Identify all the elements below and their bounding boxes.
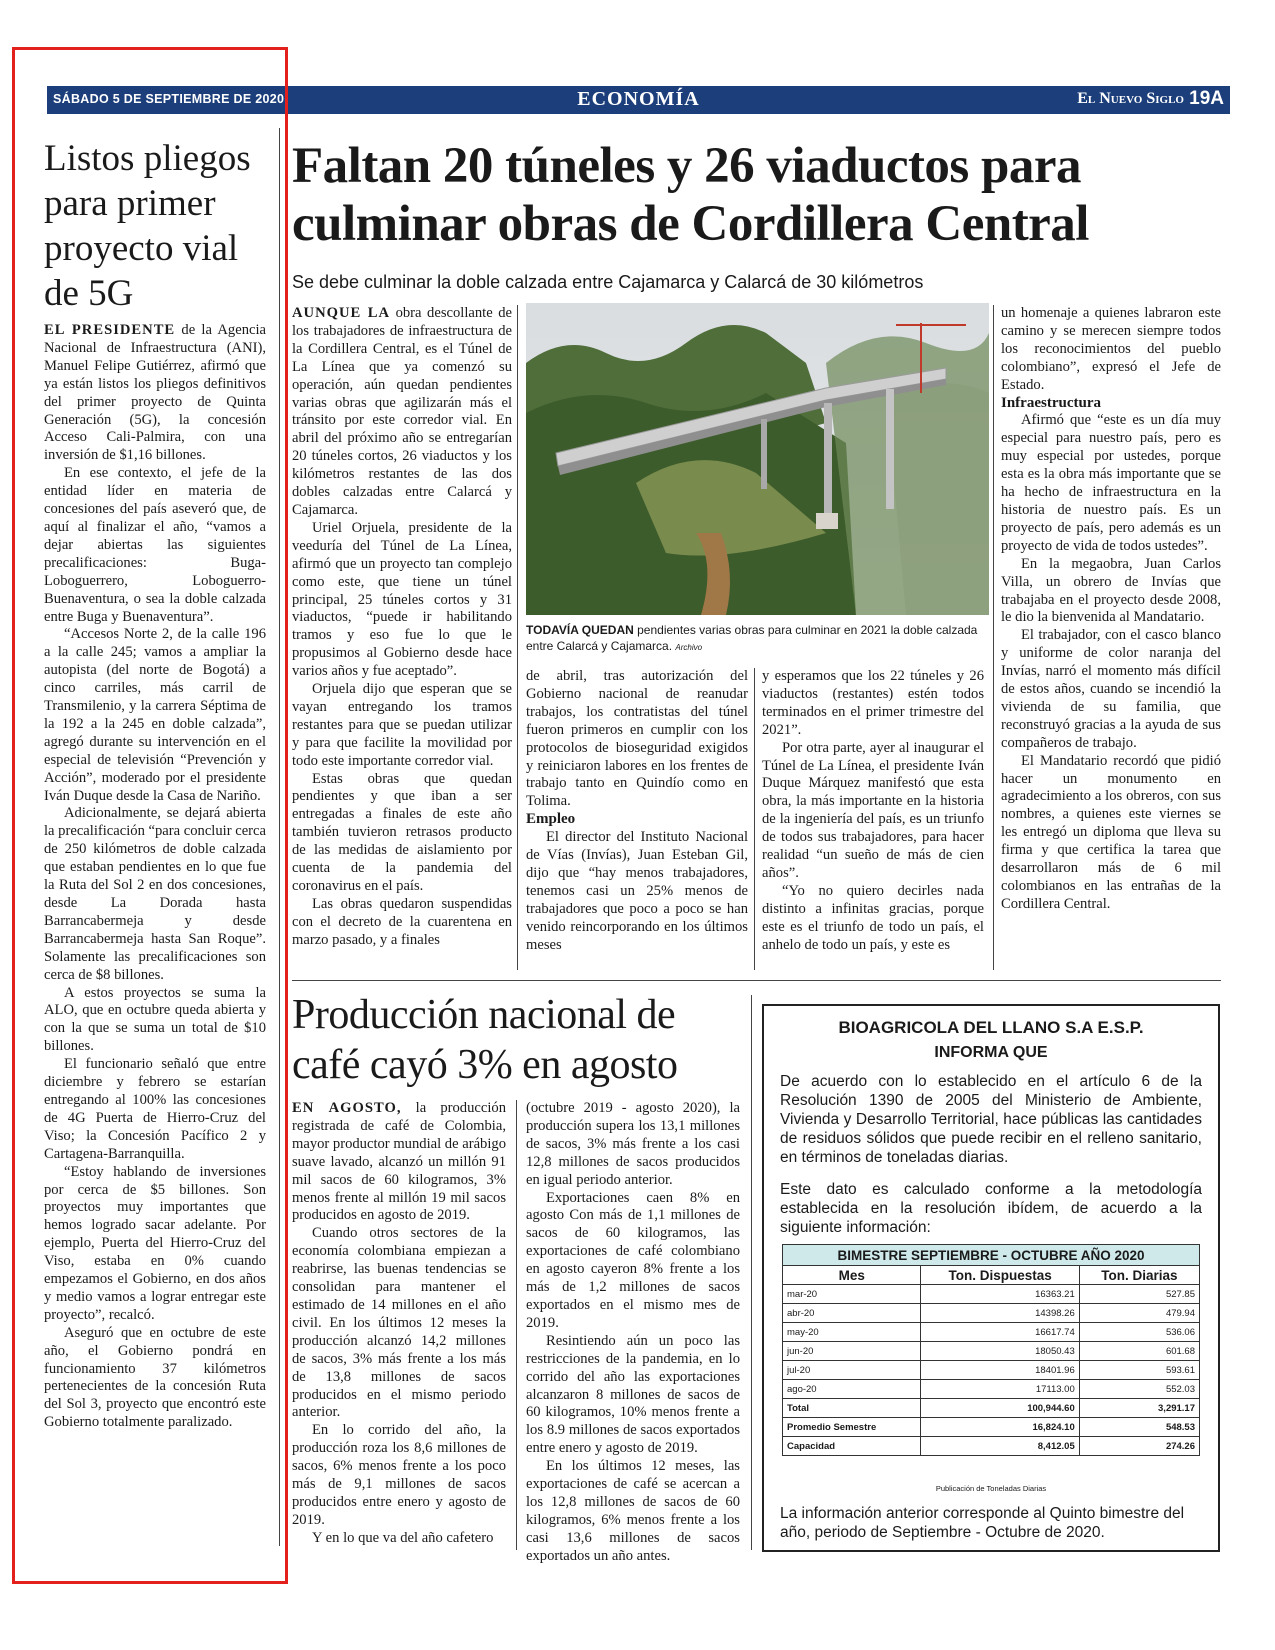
table-band: BIMESTRE SEPTIEMBRE - OCTUBRE AÑO 2020 bbox=[783, 1245, 1200, 1266]
table-cell: 16,824.10 bbox=[921, 1418, 1079, 1437]
column-divider bbox=[993, 305, 994, 970]
table-row bbox=[783, 1399, 1200, 1418]
table-cell: 18050.43 bbox=[921, 1342, 1079, 1361]
paragraph: En ese contexto, el jefe de la entidad líder en materia de concesiones del país aseveró que, de aquí al finalizar el año, “vamos a dejar abiertas las siguientes precalificaciones: Buga-Loboguerrero, Loboguerro-Buenaventura, o sea la doble calzada entre Buga y Buenaventura”. bbox=[44, 465, 266, 625]
table-cell: 536.06 bbox=[1079, 1323, 1199, 1342]
table-header: Mes bbox=[783, 1266, 921, 1285]
newspaper-name: El Nuevo Siglo bbox=[1077, 90, 1184, 107]
table-cell: 18401.96 bbox=[921, 1361, 1079, 1380]
table-cell: ago-20 bbox=[783, 1380, 921, 1399]
paragraph: Adicionalmente, se dejará abierta la precalificación “para concluir cerca de 250 kilómetros de doble calzada que estaban pendientes en lo que fue la Ruta del Sol 2 en dos concesiones, desde La Dorada hasta Barrancabermeja y desde Barrancabermeja hasta San Roque”. Solamente las precalificaciones son cerca de $8 billones. bbox=[44, 805, 266, 983]
paragraph: EN AGOSTO, la producción registrada de café de Colombia, mayor productor mundial de arábigo suave lavado, alcanzó un millón 91 mil sacos de 60 kilogramos, 3% menos frente al millón 19 mil sacos producidos en agosto de 2019. bbox=[292, 1100, 506, 1224]
table-cell: 274.26 bbox=[1079, 1437, 1199, 1456]
lead-word: AUNQUE LA bbox=[292, 305, 391, 321]
paragraph: AUNQUE LA obra descollante de los trabajadores de infraestructura de la Cordillera Central, es el Túnel de La Línea que ya comenzó su operación, aún quedan pendientes varias obras que agilizarán más el tránsito por este corredor vial. En abril del próximo año se entregarían 20 túneles cortos, 26 viaductos y los kilómetros restantes de las dos dobles calzadas entre Calarcá y Cajamarca. bbox=[292, 305, 512, 518]
main-article-col1 bbox=[292, 305, 512, 950]
main-headline: Faltan 20 túneles y 26 viaductos para culminar obras de Cordillera Central bbox=[292, 138, 1089, 252]
main-deck: Se debe culminar la doble calzada entre Cajamarca y Calarcá de 30 kilómetros bbox=[292, 272, 924, 292]
notice-footer: La información anterior corresponde al Quinto bimestre del año, periodo de Septiembre - Octubre de 2020. bbox=[780, 1505, 1185, 1541]
paragraph: Aseguró que en octubre de este año, el Gobierno pondrá en funcionamiento 37 kilómetros pertenecientes de la concesión Ruta del Sol 3, proyecto que encontró este Gobierno totalmente paralizado. bbox=[44, 1324, 266, 1431]
table-cell: Capacidad bbox=[783, 1437, 921, 1456]
paragraph: EL PRESIDENTE de la Agencia Nacional de Infraestructura (ANI), Manuel Felipe Gutiérrez, afirmó que ya están listos los pliegos definitivos del primer proyecto de Quinta Generación (5G), la concesión Acceso Cali-Palmira, con una inversión de $1,16 billones. bbox=[44, 322, 266, 464]
table-cell: 593.61 bbox=[1079, 1361, 1199, 1380]
page-number: 19A bbox=[1189, 88, 1224, 109]
table-row bbox=[783, 1285, 1200, 1304]
table-cell: mar-20 bbox=[783, 1285, 921, 1304]
paragraph: Cuando otros sectores de la economía colombiana empiezan a reabrirse, las buenas tendencias se consolidan para mantener el estimado de 14 millones en el año civil. En los últimos 12 meses la producción alcanzó 14,2 millones de sacos, 3% más frente a los más de 13,8 millones de sacos producidos en el mismo periodo anterior. bbox=[292, 1225, 506, 1421]
paragraph: Por otra parte, ayer al inaugurar el Túnel de La Línea, el presidente Iván Duque Márquez manifestó que esta obra, la más importante en la historia de la ingeniería del país, es un triunfo de todos sus trabajadores, para hacer realidad “un sueño de más de cien años”. bbox=[762, 739, 984, 881]
main-article-col3 bbox=[762, 668, 984, 955]
subheading: Infraestructura bbox=[1001, 394, 1101, 411]
coffee-headline: Producción nacional de café cayó 3% en agosto bbox=[292, 992, 678, 1088]
left-article-headline: Listos pliegos para primer proyecto vial de 5G bbox=[44, 138, 251, 314]
table-cell: 100,944.60 bbox=[921, 1399, 1079, 1418]
paragraph: Resintiendo aún un poco las restricciones de la pandemia, en lo corrido del año las exportaciones alcanzaron 8 millones de sacos de 60 kilogramos, 10% menos frente a los 8.9 millones de sacos exportados entre enero y agosto de 2019. bbox=[526, 1332, 740, 1457]
table-row bbox=[783, 1342, 1200, 1361]
viaduct-photo-image bbox=[526, 303, 989, 615]
column-divider bbox=[279, 128, 280, 1546]
public-notice bbox=[762, 1004, 1220, 1552]
table-cell: 14398.26 bbox=[921, 1304, 1079, 1323]
column-divider bbox=[517, 305, 518, 970]
issue-date: SÁBADO 5 DE SEPTIEMBRE DE 2020 bbox=[53, 92, 285, 106]
waste-table bbox=[782, 1244, 1200, 1456]
table-note: Publicación de Toneladas Diarias bbox=[935, 1484, 1047, 1493]
table-cell: 3,291.17 bbox=[1079, 1399, 1199, 1418]
lead-word: EN AGOSTO, bbox=[292, 1100, 402, 1116]
table-row bbox=[783, 1380, 1200, 1399]
paragraph: Las obras quedaron suspendidas con el decreto de la cuarentena en marzo pasado, y a finales bbox=[292, 895, 512, 948]
notice-body: Este dato es calculado conforme a la metodología establecida en la resolución ibídem, de acuerdo a la siguiente información: bbox=[780, 1181, 1202, 1236]
table-cell: 552.03 bbox=[1079, 1380, 1199, 1399]
paragraph: El trabajador, con el casco blanco y uniforme de color naranja del Invías, narró el momento más difícil de estos años, cuando se incendió la vivienda de su familia, que reconstruyó gracias a la ayuda de sus compañeros de trabajo. bbox=[1001, 627, 1221, 751]
paragraph: “Yo no quiero decirles nada distinto a infinitas gracias, porque este es el triunfo de todo un país, el anhelo de todo un país, y este es bbox=[762, 882, 984, 953]
paragraph: Exportaciones caen 8% en agosto Con más de 1,1 millones de sacos de 60 kilogramos, las exportaciones de café colombiano en agosto cayeron 8% frente a los más de 1,2 millones de sacos exportados en el mismo mes de 2019. bbox=[526, 1189, 740, 1331]
table-cell: 527.85 bbox=[1079, 1285, 1199, 1304]
paragraph: Uriel Orjuela, presidente de la veeduría del Túnel de La Línea, afirmó que un proyecto tan complejo como este, que tiene un túnel principal, 25 túneles cortos y 31 viaductos, “puede ir habilitando tramos y eso fue lo que le propusimos al Gobierno desde hace varios años y fue aceptado”. bbox=[292, 519, 512, 680]
section-divider bbox=[292, 980, 1221, 981]
paragraph: Estas obras que quedan pendientes y que iban a ser entregadas a finales de este año también tuvieron retrasos producto de las medidas de aislamiento por cuenta de la pandemia del coronavirus en el país. bbox=[292, 770, 512, 894]
main-article-col2 bbox=[526, 668, 748, 955]
paragraph: El Mandatario recordó que pidió hacer un monumento en agradecimiento a los obreros, con sus nombres, a quienes este viernes se les entregó un diploma que lleva su firma y que certifica la tarea que desarrollaron más de 6 mil colombianos en las entrañas de la Cordillera Central. bbox=[1001, 752, 1221, 912]
paragraph: En la megaobra, Juan Carlos Villa, un obrero de Invías que trabajaba en el proyecto desde 2008, le dio la bienvenida al Mandatario. bbox=[1001, 555, 1221, 626]
section-title: ECONOMÍA bbox=[577, 88, 700, 110]
notice-subtitle: INFORMA QUE bbox=[934, 1044, 1048, 1061]
table-header: Ton. Dispuestas bbox=[921, 1266, 1079, 1285]
paragraph: En los últimos 12 meses, las exportaciones de café se acercan a los 12,8 millones de sacos de 60 kilogramos, 6% menos frente a los casi 13,6 millones de sacos exportados un año antes. bbox=[526, 1458, 740, 1564]
viaduct-photo bbox=[526, 303, 989, 615]
coffee-article-col1 bbox=[292, 1100, 506, 1548]
column-divider bbox=[754, 668, 755, 970]
table-cell: jun-20 bbox=[783, 1342, 921, 1361]
coffee-article-col2 bbox=[526, 1100, 740, 1566]
lead-word: EL PRESIDENTE bbox=[44, 322, 176, 338]
paragraph: Orjuela dijo que esperan que se vayan entregando los tramos restantes para que se puedan utilizar y para que facilite la movilidad por todo este importante corredor vial. bbox=[292, 681, 512, 769]
paragraph: “Accesos Norte 2, de la calle 196 a la calle 245; vamos a ampliar la autopista (del norte de Bogotá) a cinco carriles, más carril de Transmilenio, y la carrera Séptima de la 192 a la 245 en doble calzada”, agregó durante su intervención en el especial de televisión “Prevención y Acción”, moderado por el presidente Iván Duque desde la Casa de Nariño. bbox=[44, 626, 266, 804]
paragraph: El funcionario señaló que entre diciembre y febrero se estarían entregando al 100% las concesiones de 4G Puerta de Hierro-Cruz del Viso; la Concesión Pacífico 2 y Cartagena-Barranquilla. bbox=[44, 1056, 266, 1162]
paragraph: “Estoy hablando de inversiones por cerca de $5 billones. Son proyectos muy importantes que hemos logrado sacar adelante. Por ejemplo, Puerta del Hierro-Cruz del Viso, estaba en 0% cuando empezamos el Gobierno, en dos años y medio vamos a lograr entregar este proyecto”, recalcó. bbox=[44, 1163, 266, 1323]
table-cell: Total bbox=[783, 1399, 921, 1418]
table-row bbox=[783, 1418, 1200, 1437]
table-cell: abr-20 bbox=[783, 1304, 921, 1323]
table-cell: may-20 bbox=[783, 1323, 921, 1342]
paragraph: En lo corrido del año, la producción roza los 8,6 millones de sacos, 6% menos frente a los poco más de 9,1 millones de sacos producidos entre enero y agosto de 2019. bbox=[292, 1422, 506, 1528]
table-row bbox=[783, 1323, 1200, 1342]
main-article-col4 bbox=[1001, 305, 1221, 914]
table-header: Ton. Diarias bbox=[1079, 1266, 1199, 1285]
table-cell: 16363.21 bbox=[921, 1285, 1079, 1304]
table-cell: Promedio Semestre bbox=[783, 1418, 921, 1437]
table-cell: 17113.00 bbox=[921, 1380, 1079, 1399]
table-cell: 8,412.05 bbox=[921, 1437, 1079, 1456]
subheading: Empleo bbox=[526, 811, 576, 828]
notice-title: BIOAGRICOLA DEL LLANO S.A E.S.P. bbox=[838, 1018, 1144, 1037]
table-row bbox=[783, 1361, 1200, 1380]
caption-lead: TODAVÍA QUEDAN bbox=[526, 623, 634, 637]
left-article-body bbox=[44, 322, 266, 1432]
table-row bbox=[783, 1304, 1200, 1323]
table-cell: 601.68 bbox=[1079, 1342, 1199, 1361]
photo-credit: Archivo bbox=[675, 643, 703, 652]
table-cell: 479.94 bbox=[1079, 1304, 1199, 1323]
paragraph: A estos proyectos se suma la ALO, que en octubre queda abierta y con la que se suma un total de $10 billones. bbox=[44, 984, 266, 1055]
table-cell: jul-20 bbox=[783, 1361, 921, 1380]
paragraph: El director del Instituto Nacional de Vías (Invías), Juan Esteban Gil, dijo que “hay menos trabajadores, tenemos casi un 25% menos de trabajadores que poco a poco se han venido reincorporando en los últimos meses bbox=[526, 829, 748, 953]
table-cell: 548.53 bbox=[1079, 1418, 1199, 1437]
paragraph: un homenaje a quienes labraron este camino y se merecen siempre todos los reconocimientos del pueblo colombiano”, expresó el Jefe de Estado. bbox=[1001, 305, 1221, 393]
paragraph: de abril, tras autorización del Gobierno nacional de reanudar trabajos, los contratistas del túnel fueron primeros en cumplir con los protocolos de bioseguridad exigidos y reiniciaron labores en los frentes de trabajo tanto en Quindío como en Tolima. bbox=[526, 668, 748, 810]
table-row bbox=[783, 1437, 1200, 1456]
table-cell: 16617.74 bbox=[921, 1323, 1079, 1342]
notice-body: De acuerdo con lo establecido en el artículo 6 de la Resolución 1390 de 2005 del Ministerio de Ambiente, Vivienda y Desarrollo Territorial, hace públicas las cantidades de residuos sólidos que puede recibir en el relleno sanitario, en términos de toneladas diarias. bbox=[780, 1073, 1202, 1166]
paragraph: Y en lo que va del año cafetero bbox=[312, 1529, 494, 1546]
paragraph: Afirmó que “este es un día muy especial para nuestro país, pero es muy especial por ustedes, porque esta es la obra más importante que se ha hecho de infraestructura en la historia de nuestro país. Es un proyecto de país, pero además es un proyecto de vida de todos ustedes”. bbox=[1001, 412, 1221, 554]
column-divider bbox=[516, 1100, 517, 1550]
photo-caption: TODAVÍA QUEDAN pendientes varias obras para culminar en 2021 la doble calzada entre Calarcá y Cajamarca. Archivo bbox=[526, 623, 978, 653]
paragraph: (octubre 2019 - agosto 2020), la producción supera los 13,1 millones de sacos, 3% más frente a los casi 12,8 millones de sacos producidos en igual periodo anterior. bbox=[526, 1100, 740, 1188]
column-divider bbox=[751, 995, 752, 1550]
paragraph: y esperamos que los 22 túneles y 26 viaductos (restantes) estén todos terminados en el primer trimestre del 2021”. bbox=[762, 668, 984, 738]
